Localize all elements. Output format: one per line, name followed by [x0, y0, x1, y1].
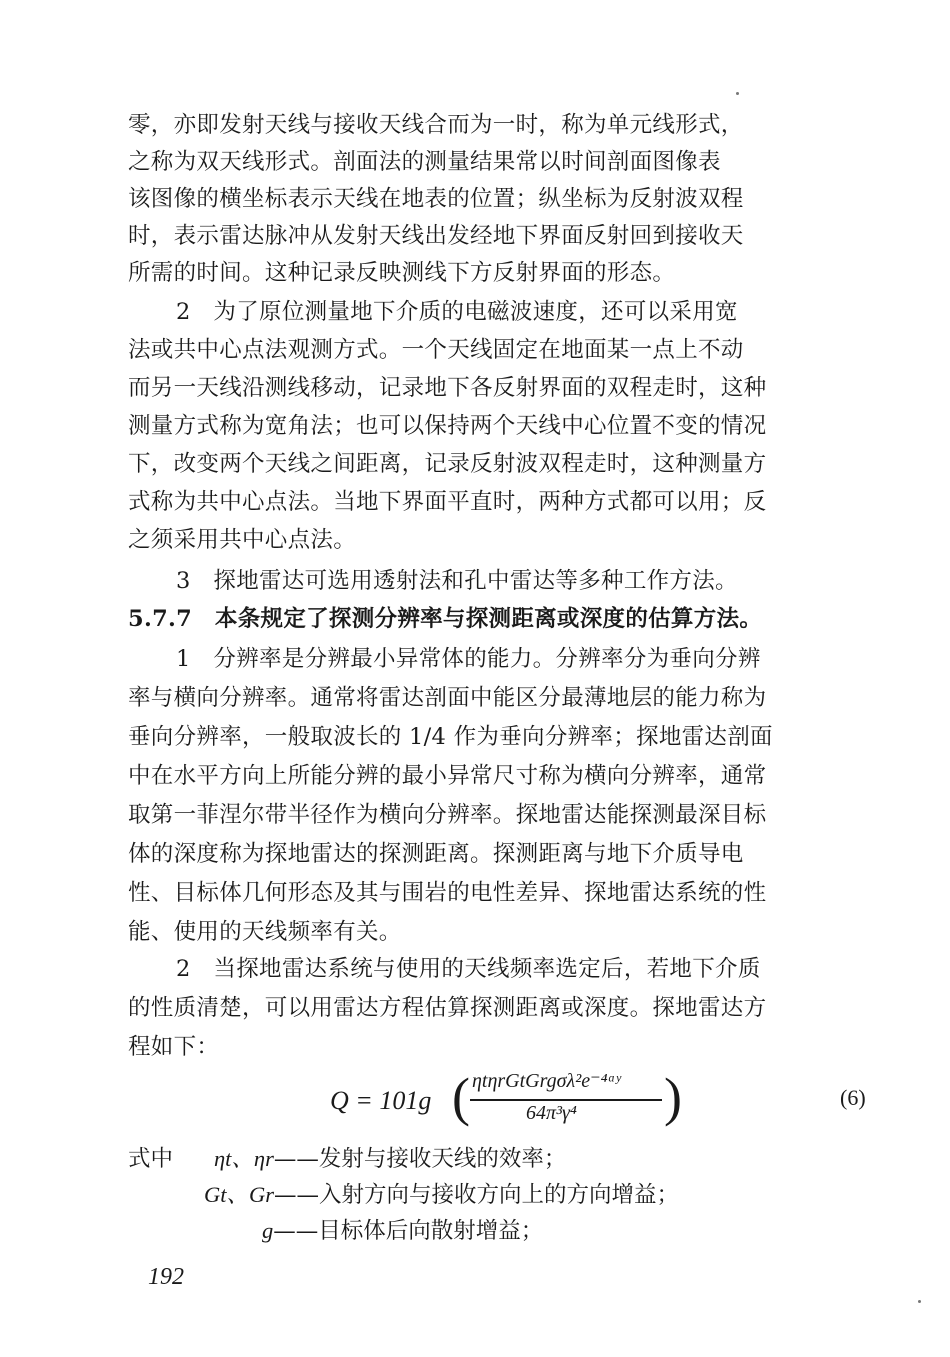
definition-dash: —— — [273, 1146, 319, 1172]
page-number: 192 — [148, 1264, 184, 1290]
definition-text: 入射方向与接收方向上的方向增益； — [319, 1182, 680, 1208]
definition-item — [214, 1140, 566, 1178]
definition-dash: —— — [273, 1218, 319, 1244]
paragraph-line: 性、目标体几何形态及其与围岩的电性差异、探地雷达系统的性 — [128, 880, 767, 906]
paragraph-line: 式称为共中心点法。当地下界面平直时，两种方式都可以用；反 — [128, 489, 767, 515]
close-paren: ) — [664, 1067, 682, 1127]
paragraph-line: 中在水平方向上所能分辨的最小异常尺寸称为横向分辨率，通常 — [128, 763, 767, 789]
paragraph-line: 取第一菲涅尔带半径作为横向分辨率。探地雷达能探测最深目标 — [128, 802, 767, 828]
definitions-intro: 式中 — [128, 1146, 174, 1172]
clause-heading-5-7-7: 5.7.7 本条规定了探测分辨率与探测距离或深度的估算方法。 — [128, 606, 763, 632]
definition-symbol: ηt、ηr — [214, 1146, 274, 1171]
definition-text: 发射与接收天线的效率； — [318, 1146, 567, 1172]
scan-speck — [736, 92, 739, 95]
radar-equation — [330, 1068, 690, 1138]
definition-dash: —— — [274, 1182, 320, 1208]
paragraph-line: 率与横向分辨率。通常将雷达剖面中能区分最薄地层的能力称为 — [128, 685, 767, 711]
paragraph-line: 能、使用的天线频率有关。 — [128, 919, 402, 945]
paragraph-line: 垂向分辨率，一般取波长的 1/4 作为垂向分辨率；探地雷达剖面 — [128, 724, 773, 750]
definition-item — [262, 1212, 543, 1250]
open-paren: ( — [452, 1067, 470, 1127]
equation-denominator: 64π³γ⁴ — [526, 1102, 577, 1124]
scan-speck — [918, 1300, 921, 1303]
paragraph-line: 之称为双天线形式。剖面法的测量结果常以时间剖面图像表 — [128, 149, 721, 175]
paragraph-line: 该图像的横坐标表示天线在地表的位置；纵坐标为反射波双程 — [128, 186, 744, 212]
paragraph-line: 程如下： — [128, 1034, 220, 1060]
paragraph-line: 的性质清楚，可以用雷达方程估算探测距离或深度。探地雷达方 — [128, 995, 767, 1021]
clause-item-3: 3 探地雷达可选用透射法和孔中雷达等多种工作方法。 — [176, 568, 738, 594]
paragraph-line: 下，改变两个天线之间距离，记录反射波双程走时，这种测量方 — [128, 451, 767, 477]
paragraph-line: 时，表示雷达脉冲从发射天线出发经地下界面反射回到接收天 — [128, 223, 744, 249]
paragraph-line: 体的深度称为探地雷达的探测距离。探测距离与地下介质导电 — [128, 841, 744, 867]
definition-item — [204, 1176, 679, 1214]
paragraph-line: 法或共中心点法观测方式。一个天线固定在地面某一点上不动 — [128, 337, 744, 363]
equation-number: (6) — [840, 1085, 866, 1110]
paragraph-line: 之须采用共中心点法。 — [128, 527, 357, 553]
paragraph-line: 零，亦即发射天线与接收天线合而为一时，称为单元线形式， — [128, 112, 744, 138]
equation-lhs: Q = 101g — [330, 1086, 432, 1115]
paragraph-line: 测量方式称为宽角法；也可以保持两个天线中心位置不变的情况 — [128, 413, 767, 439]
paragraph-line: 而另一天线沿测线移动，记录地下各反射界面的双程走时，这种 — [128, 375, 767, 401]
paragraph-line: 所需的时间。这种记录反映测线下方反射界面的形态。 — [128, 260, 676, 286]
definition-symbol: Gt、Gr — [204, 1182, 275, 1207]
definition-symbol: g — [262, 1218, 274, 1243]
clause-item-2b: 2 当探地雷达系统与使用的天线频率选定后，若地下介质 — [176, 956, 761, 982]
equation-numerator: ηtηrGtGrgσλ²e⁻⁴ᵅʸ — [472, 1070, 621, 1092]
clause-item-1: 1 分辨率是分辨最小异常体的能力。分辨率分为垂向分辨 — [176, 646, 761, 672]
clause-item-2: 2 为了原位测量地下介质的电磁波速度，还可以采用宽 — [176, 299, 738, 325]
definition-text: 目标体后向散射增益； — [318, 1218, 544, 1244]
fraction-bar — [470, 1099, 662, 1101]
